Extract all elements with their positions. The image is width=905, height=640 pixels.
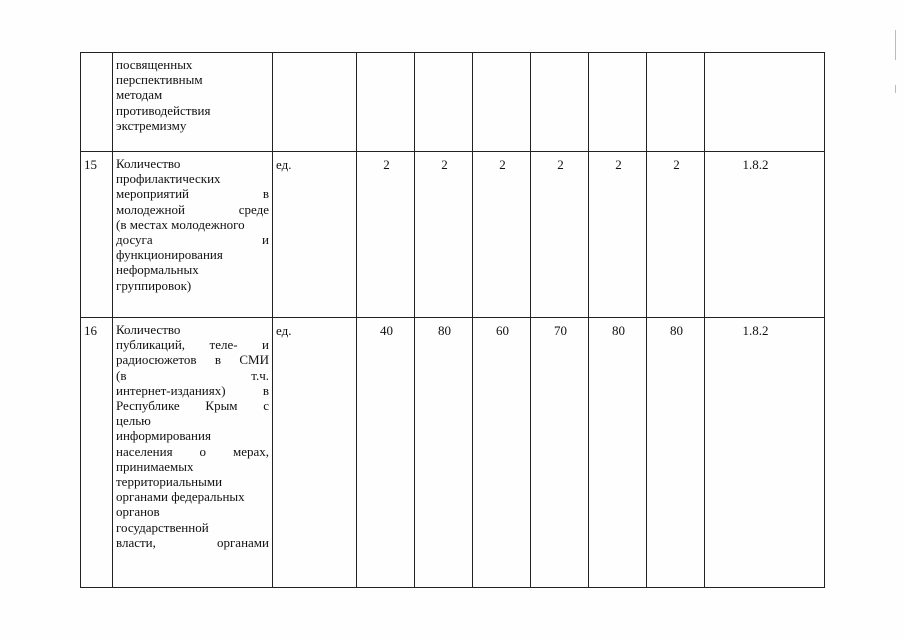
indicator-name-line: Республике Крым с [116,398,269,414]
value-cell: 2 [357,152,415,318]
indicator-name-line: государственной [116,519,209,535]
row-number: 16 [81,318,113,588]
indicator-name-line: органов [116,504,160,520]
indicator-name-line: посвященных [116,57,193,72]
indicator-name-line: принимаемых [116,458,194,474]
table-row [81,53,825,152]
value-cell: 80 [647,318,705,588]
value-cell [473,53,531,152]
indicator-name-line: экстремизму [116,117,187,133]
value-cell [589,53,647,152]
reference-cell [705,53,825,152]
indicator-name-line: методам [116,87,163,103]
unit-cell: ед. [273,318,357,588]
indicator-name-line: группировок) [116,277,192,293]
value-cell: 2 [589,152,647,318]
indicator-table [80,52,825,588]
value-cell: 60 [473,318,531,588]
value-cell [415,53,473,152]
indicator-name-line: целью [116,413,151,429]
indicator-name-line: (в т.ч. [116,367,269,383]
indicator-name-line: публикаций, теле- и [116,337,269,353]
table-row [81,152,825,318]
value-cell [531,53,589,152]
reference-cell: 1.8.2 [705,152,825,318]
value-cell: 40 [357,318,415,588]
indicator-name-line: органами федеральных [116,489,245,505]
indicator-name-line: населения о мерах, [116,443,269,459]
unit-cell [273,53,357,152]
value-cell: 80 [589,318,647,588]
indicator-name-line: мероприятий в [116,186,269,202]
margin-mark [895,85,896,93]
indicator-name-line: перспективным [116,72,203,88]
value-cell: 2 [473,152,531,318]
unit-cell: ед. [273,152,357,318]
indicator-name-line: неформальных [116,262,199,278]
indicator-name-line: власти, органами [116,534,269,550]
row-number: 15 [81,152,113,318]
indicator-name-line: информирования [116,428,211,444]
indicator-name [113,318,273,588]
value-cell [647,53,705,152]
indicator-name [113,152,273,318]
indicator-name-line: интернет-изданиях) в [116,382,269,398]
value-cell: 2 [531,152,589,318]
indicator-name-line: Количество [116,322,181,337]
indicator-name-line: радиосюжетов в СМИ [116,352,269,368]
indicator-name-line: функционирования [116,247,223,263]
row-number [81,53,113,152]
indicator-name-line: профилактических [116,171,221,187]
indicator-name-line: молодежной среде [116,201,269,217]
value-cell: 2 [647,152,705,318]
indicator-name-line: досуга и [116,232,269,248]
margin-mark [895,30,896,60]
reference-cell: 1.8.2 [705,318,825,588]
indicator-name-line: Количество [116,156,181,171]
value-cell: 2 [415,152,473,318]
indicator-name-line: территориальными [116,474,223,490]
value-cell: 80 [415,318,473,588]
indicator-name-line: (в местах молодежного [116,216,245,232]
indicator-name [113,53,273,152]
value-cell: 70 [531,318,589,588]
table-row [81,318,825,588]
indicator-name-line: противодействия [116,102,211,118]
value-cell [357,53,415,152]
